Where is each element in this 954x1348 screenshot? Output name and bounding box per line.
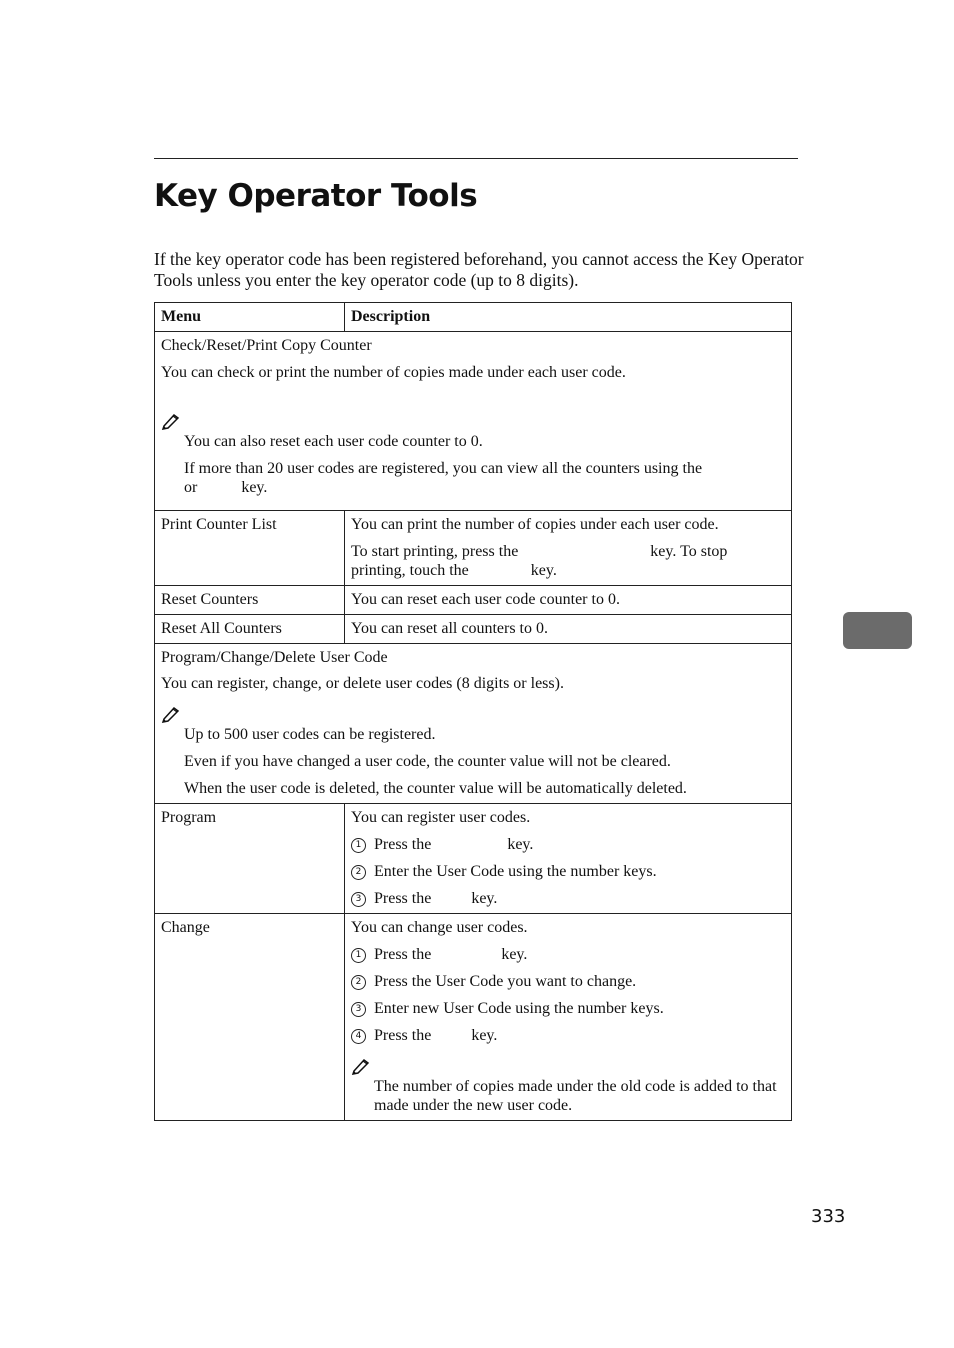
- step-item: 2 Enter the User Code using the number keys.: [351, 862, 785, 881]
- key-operator-tools-table: [154, 302, 792, 1121]
- step-item: 3 Press the key.: [351, 889, 785, 908]
- note-item: The number of copies made under the old code is added to that made under the new user code.: [374, 1078, 777, 1114]
- menu-print-counter-list: Print Counter List: [155, 511, 345, 586]
- menu-change: Change: [155, 914, 345, 1121]
- table-row: Change You can change user codes. 1 Press the key. 2 Press the User Code you want to change. 3 Enter new User Code using the number keys. 4 Press the key. The number of copies made under the old code is added to that made under the new user code.: [155, 914, 792, 1121]
- section-copy-counter: [155, 332, 792, 511]
- table-row: Print Counter List You can print the number of copies under each user code. To start printing, press the key. To stop printing, touch the key.: [155, 511, 792, 586]
- table-row: Program You can register user codes. 1 Press the key. 2 Enter the User Code using the number keys. 3 Press the key.: [155, 804, 792, 914]
- menu-reset-counters: Reset Counters: [155, 586, 345, 615]
- step-item: 2 Press the User Code you want to change.: [351, 972, 785, 991]
- table-row: Reset Counters You can reset each user code counter to 0.: [155, 586, 792, 615]
- note-pencil-icon: [351, 1057, 371, 1075]
- section-description: You can register, change, or delete user codes (8 digits or less).: [161, 675, 564, 692]
- intro-paragraph: If the key operator code has been registered beforehand, you cannot access the Key Operator Tools unless you enter the key operator code (up to 8 digits).: [154, 249, 804, 290]
- header-menu: Menu: [155, 303, 345, 332]
- step-item: 4 Press the key.: [351, 1026, 785, 1045]
- step-number: 1: [351, 838, 366, 853]
- menu-program: Program: [155, 804, 345, 914]
- step-item: 1 Press the key.: [351, 945, 785, 964]
- step-number: 2: [351, 975, 366, 990]
- header-description: Description: [345, 303, 792, 332]
- step-item: 3 Enter new User Code using the number keys.: [351, 999, 785, 1018]
- note-item: You can also reset each user code counter to 0.: [184, 433, 483, 450]
- note-item: Up to 500 user codes can be registered.: [184, 726, 436, 743]
- note-item: When the user code is deleted, the counter value will be automatically deleted.: [184, 780, 687, 797]
- table-row: Reset All Counters You can reset all counters to 0.: [155, 615, 792, 644]
- note-item: If more than 20 user codes are registered, you can view all the counters using the or key.: [184, 460, 703, 496]
- note-pencil-icon: [161, 412, 181, 430]
- chapter-tab: [843, 612, 912, 649]
- step-number: 4: [351, 1029, 366, 1044]
- page-number: 333: [811, 1206, 846, 1227]
- note-pencil-icon: [161, 705, 181, 723]
- top-rule: [154, 158, 798, 159]
- section-title: Check/Reset/Print Copy Counter: [161, 337, 372, 354]
- page-title: Key Operator Tools: [154, 178, 478, 214]
- section-description: You can check or print the number of copies made under each user code.: [161, 364, 626, 381]
- section-title: Program/Change/Delete User Code: [161, 649, 388, 666]
- section-user-code: [155, 644, 792, 804]
- table-header-row: [155, 303, 792, 332]
- step-number: 1: [351, 948, 366, 963]
- step-number: 3: [351, 892, 366, 907]
- step-number: 3: [351, 1002, 366, 1017]
- step-number: 2: [351, 865, 366, 880]
- step-item: 1 Press the key.: [351, 835, 785, 854]
- note-item: Even if you have changed a user code, the counter value will not be cleared.: [184, 753, 671, 770]
- menu-reset-all-counters: Reset All Counters: [155, 615, 345, 644]
